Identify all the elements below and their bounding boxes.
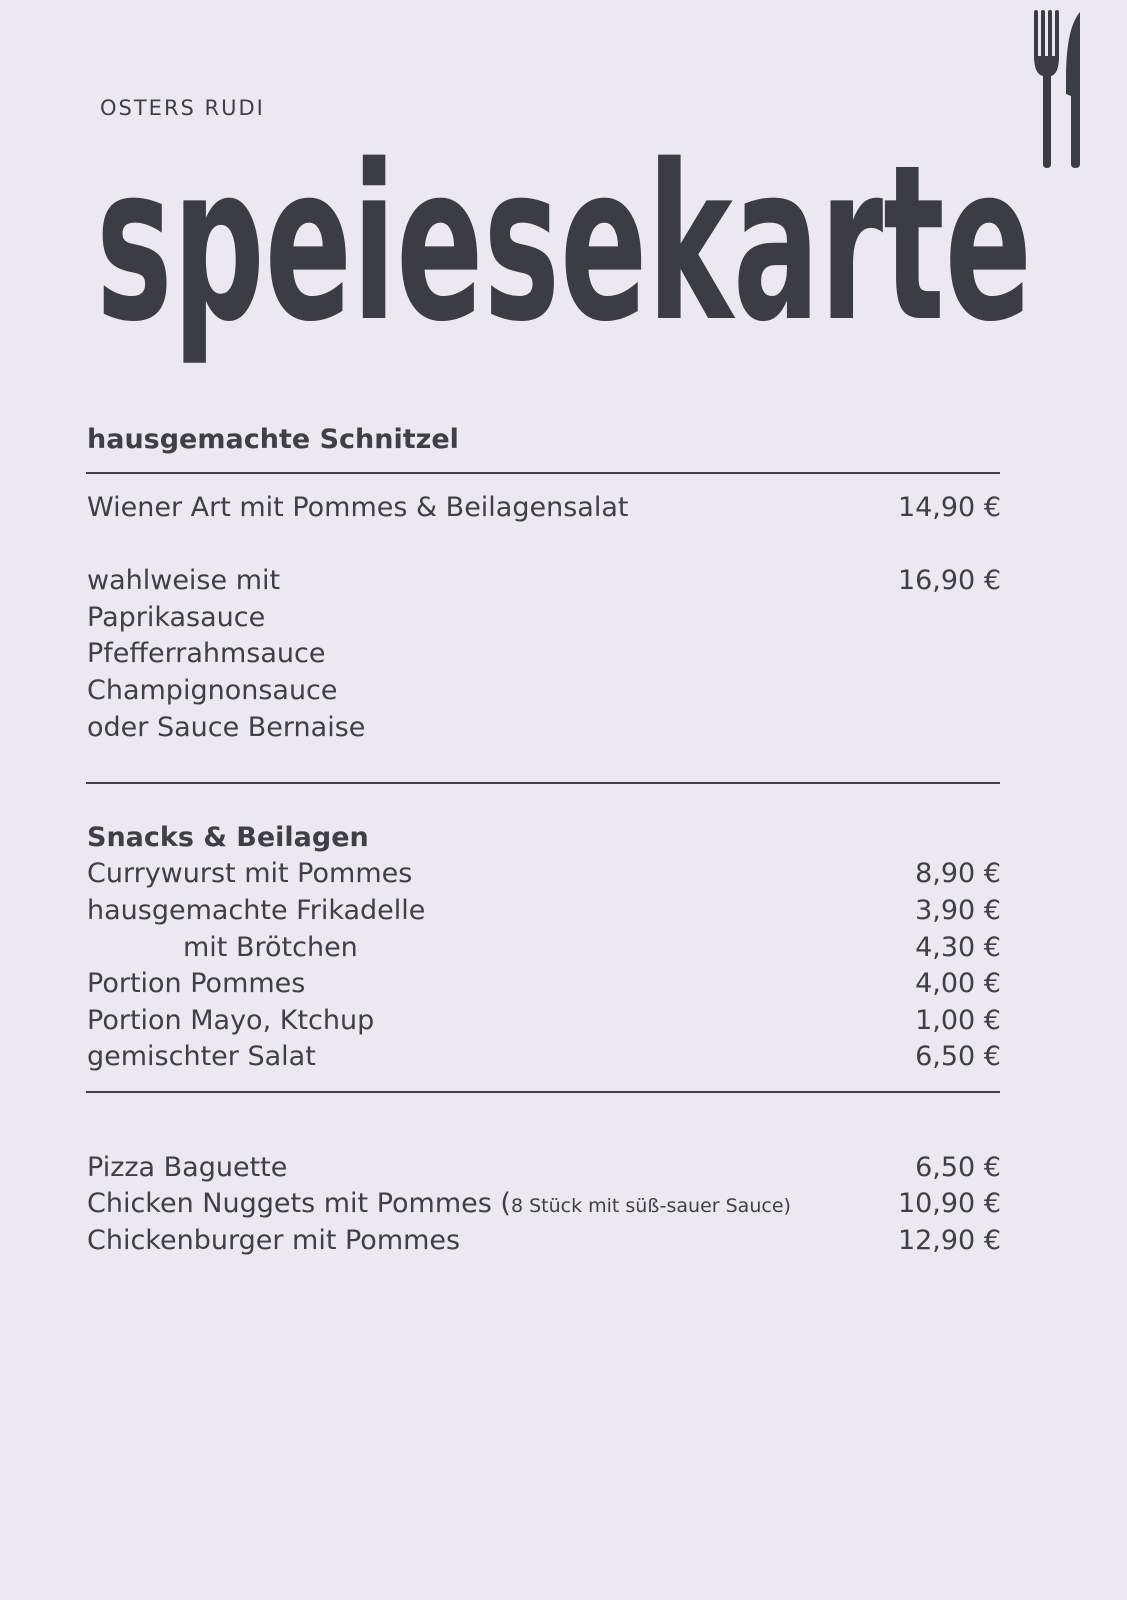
menu-item: [87, 1223, 1001, 1259]
item-name-with-note: [87, 1186, 791, 1224]
menu-item: [87, 1039, 1001, 1075]
divider: [86, 782, 1000, 784]
menu-item: [87, 1150, 1001, 1186]
item-note: 8 Stück mit süß-sauer Sauce): [510, 1195, 791, 1217]
item-name: Chickenburger mit Pommes: [87, 1225, 461, 1256]
menu-item: [87, 856, 1001, 892]
item-price: 16,90 €: [897, 565, 1001, 596]
item-price: 1,00 €: [915, 1005, 1001, 1036]
item-name: Pizza Baguette: [87, 1152, 288, 1183]
item-name: wahlweise mit: [87, 565, 281, 596]
menu-title-text: speiesekarte: [96, 140, 1032, 369]
sauce-option: Champignonsauce: [87, 675, 338, 706]
item-price: 10,90 €: [897, 1188, 1001, 1219]
menu-item: [87, 930, 1001, 966]
menu-item: [87, 490, 1001, 526]
item-price: 4,00 €: [915, 968, 1001, 999]
item-price: 12,90 €: [897, 1225, 1001, 1256]
section-heading-snacks: Snacks & Beilagen: [87, 822, 369, 853]
item-name: Currywurst mit Pommes: [87, 858, 413, 889]
menu-item: [87, 1003, 1001, 1039]
menu-item: [87, 1186, 1001, 1222]
fork-knife-icon: [1030, 8, 1090, 170]
item-price: 8,90 €: [915, 858, 1001, 889]
restaurant-name: OSTERS RUDI: [100, 96, 265, 120]
item-name: Chicken Nuggets mit Pommes (: [87, 1188, 511, 1219]
sauce-option: Pfefferrahmsauce: [87, 638, 326, 669]
divider: [86, 1091, 1000, 1093]
item-name: gemischter Salat: [87, 1041, 316, 1072]
menu-item: [87, 893, 1001, 929]
item-price: 4,30 €: [915, 932, 1001, 963]
item-name: Portion Mayo, Ktchup: [87, 1005, 375, 1036]
section-heading-schnitzel: hausgemachte Schnitzel: [87, 424, 459, 455]
item-price: 6,50 €: [915, 1041, 1001, 1072]
item-price: 14,90 €: [897, 492, 1001, 523]
menu-item: [87, 966, 1001, 1002]
sauce-option: oder Sauce Bernaise: [87, 712, 366, 743]
divider: [86, 472, 1000, 474]
item-price: 3,90 €: [915, 895, 1001, 926]
item-name: hausgemachte Frikadelle: [87, 895, 426, 926]
menu-title: [96, 140, 1036, 375]
item-name: Wiener Art mit Pommes & Beilagensalat: [87, 492, 629, 523]
item-name: mit Brötchen: [183, 932, 358, 963]
menu-item: [87, 563, 1001, 599]
sauce-option: Paprikasauce: [87, 602, 266, 633]
item-name: Portion Pommes: [87, 968, 306, 999]
item-price: 6,50 €: [915, 1152, 1001, 1183]
